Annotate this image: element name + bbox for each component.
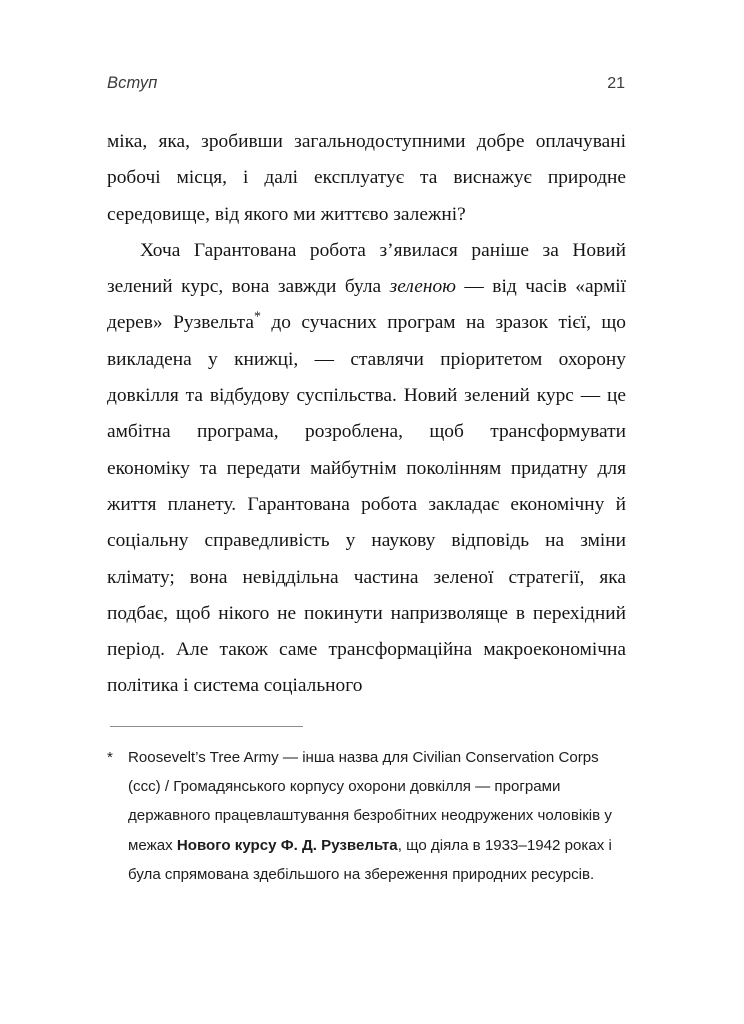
footnote-marker: * — [107, 749, 113, 766]
running-header — [107, 74, 625, 100]
footnote-reference-marker[interactable]: * — [253, 310, 261, 326]
footnote-separator-rule — [110, 726, 303, 727]
page-number: 21 — [607, 75, 625, 92]
emphasis-zelenoyu: зеленою — [389, 276, 456, 298]
footnote-text-segment-2: , що діяла в 1933–1942 роках і була спрямована здебільшого на збереження природних ресурсів. — [128, 836, 612, 883]
running-header-chapter-title: Вступ — [107, 74, 158, 92]
paragraph-green-new-deal — [107, 233, 626, 705]
footnote-area — [107, 726, 626, 889]
body-text-block — [107, 124, 626, 705]
paragraph-text-segment-1: Хоча Гарантована робота з’явилася раніше за Новий зелений курс, вона завжди була — [107, 239, 626, 298]
footnote-text-segment-1: Roosevelt’s Tree Army — інша назва для Civilian Conservation Corps (ccc) / Громадянського корпусу охорони довкілля — програми державного працевлаштування безробітних неодружених чоловіків у межах — [128, 749, 612, 854]
paragraph-text-segment-2: — від часів «армії дерев» Рузвельта — [107, 276, 626, 334]
paragraph-continued: міка, яка, зробивши загальнодоступними добре оплачувані робочі місця, і далі експлуатує та виснажує природне середовище, від якого ми життєво залежні? — [107, 131, 626, 225]
footnote-entry — [107, 743, 626, 889]
footnote-bold-new-deal: Нового курсу Ф. Д. Рузвельта — [176, 836, 398, 854]
paragraph-text-segment-3: до сучасних програм на зразок тієї, що викладена у книжці, — ставлячи пріоритетом охорону довкілля та відбудову суспільства. Новий зелений курс — це амбітна програма, розроблена, щоб трансформувати економіку та передати майбутнім поколінням придатну для життя планету. Гарантована робота закладає економічну й соціальну справедливість у наукову відповідь на зміни клімату; вона невіддільна частина зеленої стратегії, яка подбає, щоб нікого не покинути напризволяще в перехідний період. Але також саме трансформаційна макроекономічна політика і система соціального — [107, 312, 626, 697]
footnote-text — [128, 743, 626, 889]
